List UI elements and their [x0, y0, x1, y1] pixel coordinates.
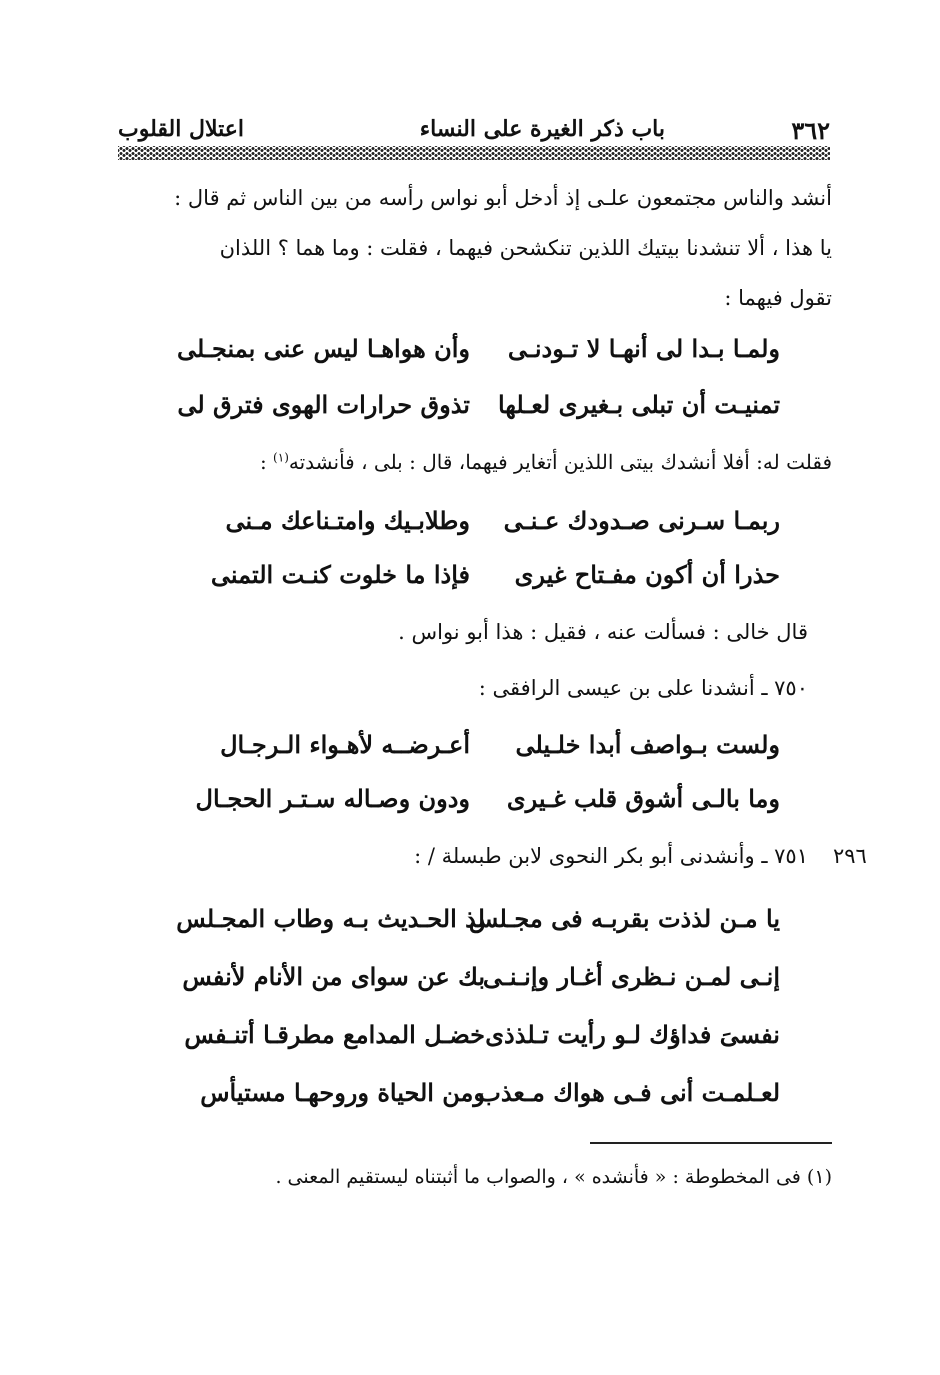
verse-first-hemistich: إنـى لمـن نـظرى أغـار وإنـنـى — [482, 962, 780, 991]
verse-first-hemistich: لعـلمـت أنى فـى هواك مـعذب — [478, 1078, 780, 1107]
running-header — [118, 112, 830, 148]
page-number: ٣٦٢ — [791, 116, 830, 145]
prose-line: قال خالى : فسألت عنه ، فقيل : هذا أبو نواس . — [398, 620, 808, 644]
verse-second-hemistich: ومن الحياة وروحهـا مستيأس — [200, 1078, 485, 1107]
verse-second-hemistich: تذوق حرارات الهوى فترق لى — [177, 390, 470, 419]
verse-second-hemistich: أعـرضــه لأهـواء الـرجـال — [220, 730, 470, 759]
verse-first-hemistich: يا مـن لذذت بقربـه فى مجـلس — [468, 904, 780, 933]
verse-first-hemistich: ولست بـواصف أبدا خلـيلى — [515, 730, 780, 759]
prose-line — [260, 450, 832, 474]
verse-second-hemistich: ودون وصـاله سـتـر الحجـال — [195, 784, 470, 813]
verse-second-hemistich: خضـل المدامع مطرقـا أتنـفس — [184, 1020, 485, 1049]
verse-first-hemistich: ربمـا سـرنى صـدودك عـنـى — [503, 506, 780, 535]
verse-second-hemistich: لذ الحـديث بـه وطاب المجـلس — [176, 904, 485, 933]
verse-first-hemistich: نفسىَ فداؤك لـو رأيت تـلذذى — [485, 1020, 780, 1049]
verse-first-hemistich: حذرا أن أكون مفـتاح غيرى — [514, 560, 780, 589]
verse-second-hemistich: وطلابـيك وامتـناعك مـنى — [225, 506, 470, 535]
prose-line: يا هذا ، ألا تنشدنا بيتيك اللذين تنكشحن فيهما ، فقلت : وما هما ؟ اللذان — [219, 236, 832, 260]
chapter-title: باب ذكر الغيرة على النساء — [419, 116, 665, 142]
verse-first-hemistich: وما بالـى أشوق قلب غـيرى — [506, 784, 780, 813]
verse-first-hemistich: ولمـا بـدا لى أنهـا لا تـودنـى — [507, 334, 780, 363]
entry-heading-750: ٧٥٠ ـ أنشدنا على بن عيسى الرافقى : — [478, 676, 808, 700]
footnote-text: (١) فى المخطوطة : « فأنشده » ، والصواب ما أثبتناه ليستقيم المعنى . — [275, 1166, 832, 1188]
book-title: اعتلال القلوب — [118, 116, 244, 142]
prose-line: أنشد والناس مجتمعون علـى إذ أدخل أبو نواس رأسه من بين الناس ثم قال : — [174, 186, 832, 210]
prose-line: تقول فيهما : — [724, 286, 832, 310]
entry-heading-751: ٧٥١ ـ وأنشدنى أبو بكر النحوى لابن طبسلة / : — [414, 844, 808, 868]
prose-text: فقلت له: أفلا أنشدك بيتى اللذين أتغاير فيهما، قال : بلى ، فأنشدته — [288, 450, 832, 474]
footnote-reference: (١) — [273, 450, 289, 465]
verse-second-hemistich: فإذا ما خلوت كنـت التمنى — [210, 560, 470, 589]
header-ornament-rule — [118, 146, 830, 160]
prose-tail: : — [259, 450, 274, 474]
verse-second-hemistich: بك عن سواى من الأنام لأنفس — [182, 962, 485, 991]
verse-first-hemistich: تمنيـت أن تبلى بـغيرى لعـلها — [497, 390, 780, 419]
manuscript-folio-number: ٢٩٦ — [833, 844, 867, 868]
footnote-separator — [590, 1142, 832, 1144]
verse-second-hemistich: وأن هواهـا ليس عنى بمنجـلى — [176, 334, 470, 363]
